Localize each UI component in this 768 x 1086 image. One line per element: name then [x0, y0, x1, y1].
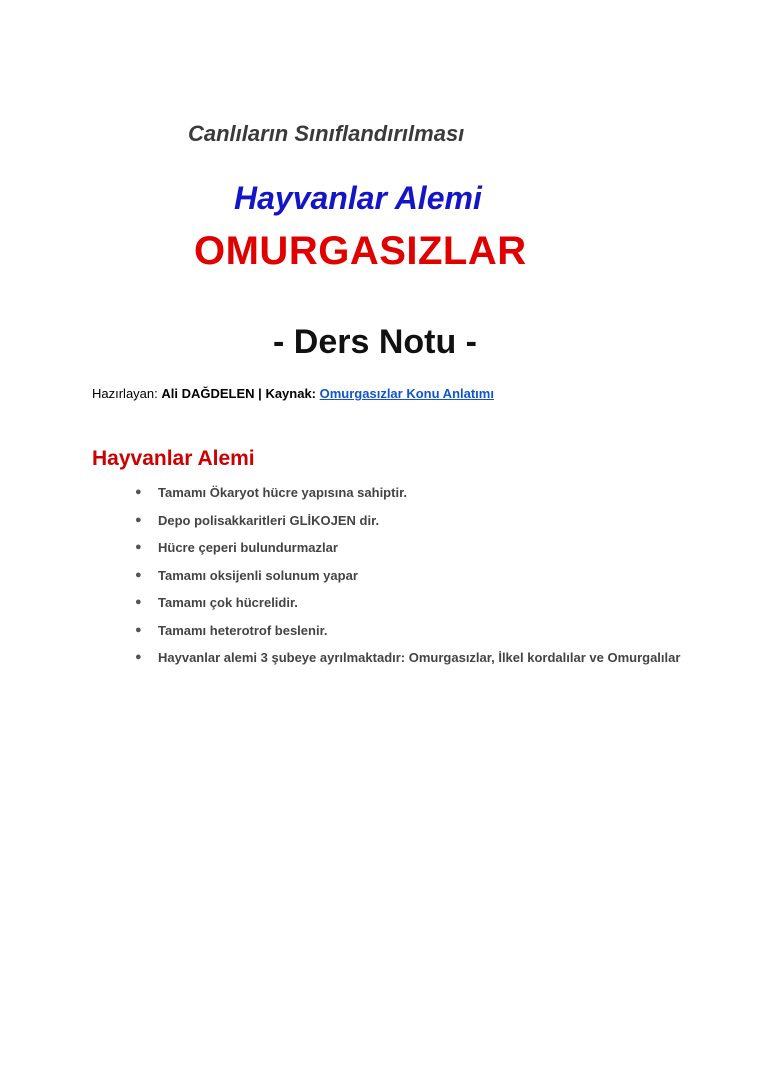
bullet-icon: ● [135, 486, 142, 498]
list-item [128, 479, 688, 507]
section-heading: Hayvanlar Alemi [92, 447, 255, 470]
list-item-text: Hücre çeperi bulundurmazlar [158, 540, 338, 555]
list-item-text: Tamamı Ökaryot hücre yapısına sahiptir. [158, 485, 408, 500]
credits-separator: | [258, 386, 262, 401]
bullet-icon: ● [135, 596, 142, 608]
list-item [128, 534, 688, 562]
source-link[interactable]: Omurgasızlar Konu Anlatımı [319, 386, 494, 401]
list-item [128, 617, 688, 645]
source-label: Kaynak: [265, 386, 317, 401]
list-item-text: Hayvanlar alemi 3 şubeye ayrılmaktadır: Omurgasızlar, İlkel kordalılar ve Omurgalılar [158, 650, 681, 665]
list-item-text: Depo polisakkaritleri GLİKOJEN dir. [158, 512, 380, 528]
list-item-text: Tamamı çok hücrelidir. [158, 595, 298, 610]
bullet-icon: ● [135, 541, 142, 553]
list-item-text: Tamamı heterotrof beslenir. [158, 622, 328, 638]
document-type: - Ders Notu - [273, 323, 477, 361]
bullet-icon: ● [135, 568, 142, 581]
bullet-icon: ● [135, 513, 142, 526]
list-item-text: Tamamı oksijenli solunum yapar [158, 567, 358, 583]
credits-line [92, 386, 494, 401]
bullet-icon: ● [135, 623, 142, 636]
list-item [128, 644, 688, 672]
bullet-icon: ● [135, 651, 142, 663]
author-name: Ali DAĞDELEN [161, 386, 255, 401]
bullet-list [128, 479, 688, 672]
list-item [128, 507, 688, 535]
list-item [128, 562, 688, 590]
prepared-by-label: Hazırlayan: [92, 386, 158, 401]
document-subtitle: Canlıların Sınıflandırılması [188, 121, 465, 146]
kingdom-title: Hayvanlar Alemi [234, 180, 482, 216]
main-title: OMURGASIZLAR [194, 229, 527, 273]
list-item [128, 589, 688, 617]
